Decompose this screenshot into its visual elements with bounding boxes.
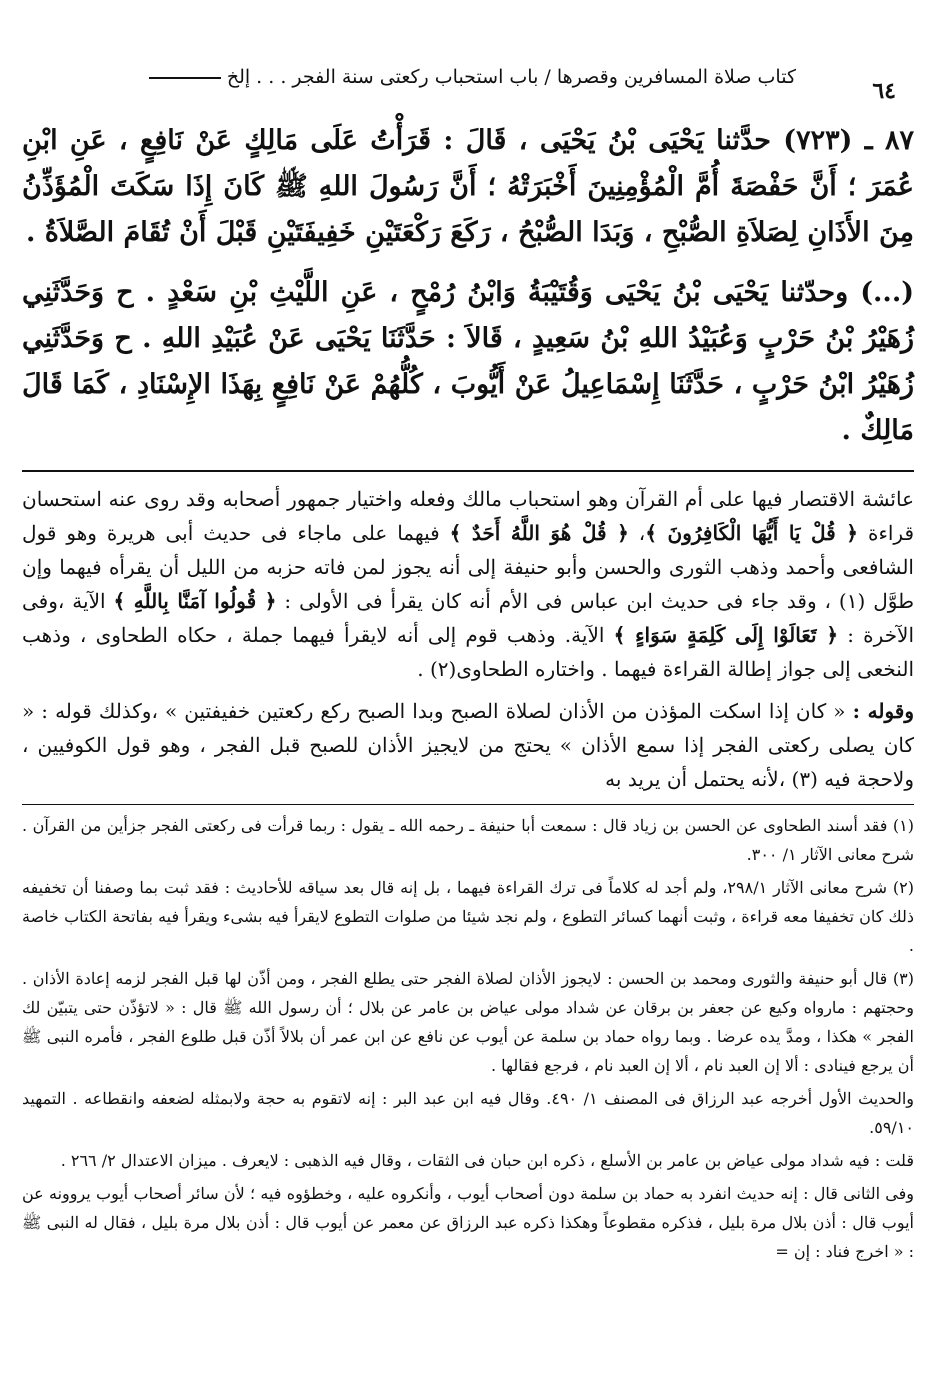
footnotes bbox=[22, 811, 914, 1266]
running-title-text: كتاب صلاة المسافرين وقصرها / باب استحباب ركعتى سنة الفجر . . . إلخ bbox=[226, 66, 796, 88]
hadith-text bbox=[22, 118, 914, 454]
commentary-text: عائشة الاقتصار فيها على أم القرآن وهو استحباب مالك وفعله واختيار جمهور أصحابه وقد روى عنه استحسان قراءة bbox=[22, 487, 915, 545]
page-number: ٦٤ bbox=[872, 78, 896, 104]
page bbox=[22, 50, 914, 1266]
quran-verse: ﴿ قُلْ هُوَ اللَّهُ أَحَدٌ ﴾ bbox=[449, 521, 629, 545]
commentary-text: الآية ،وفى الآخرة : bbox=[22, 589, 915, 647]
footnote: قلت : فيه شداد مولى عياض بن عامر بن الأسلع ، ذكره ابن حبان فى الثقات ، وقال فيه الذهبى : لايعرف . ميزان الاعتدال ٢/ ٢٦٦ . bbox=[60, 1151, 914, 1170]
separator: ، bbox=[628, 521, 646, 545]
footnote: وفى الثانى قال : إنه حديث انفرد به حماد بن سلمة دون أصحاب أيوب ، وأنكروه عليه ، وخطؤوه فيه ؛ لأن سائر أصحاب أيوب يروونه عن أيوب قال : أذن بلال مرة بليل ، فذكره مقطوعاً وهكذا ذكره عبد الرزاق عن معمر عن أيوب قال : أذن بلال مرة بليل ، فقال له النبى ﷺ : « اخرج فناد : إن = bbox=[22, 1184, 914, 1261]
commentary-lead: وقوله : bbox=[852, 699, 914, 723]
commentary-text: « كان إذا اسكت المؤذن من الأذان لصلاة الصبح وبدا الصبح ركع ركعتين خفيفتين » ،وكذلك قوله : « كان يصلى ركعتى الفجر إذا سمع الأذان » يحتج من لايجيز الأذان للصبح قبل الفجر ، وهو قول الكوفيين ، ولاحجة فيه (٣) ،لأنه يحتمل أن يريد به bbox=[22, 699, 914, 791]
hadith-paragraph: ٨٧ ـ (٧٢٣) حدَّثنا يَحْيَى بْنُ يَحْيَى ، قَالَ : قَرَأْتُ عَلَى مَالِكٍ عَنْ نَافِعٍ ، عَنِ ابْنِ عُمَرَ ؛ أَنَّ حَفْصَةَ أُمَّ الْمُؤْمِنِينَ أَخْبَرَتْهُ ؛ أَنَّ رَسُولَ اللهِ ﷺ كَانَ إِذَا سَكَتَ الْمُؤَذِّنُ مِنَ الأَذَانِ لِصَلاَةِ الصُّبْحِ ، وَبَدَا الصُّبْحُ ، رَكَعَ رَكْعَتَيْنِ خَفِيفَتَيْنِ قَبْلَ أَنْ تُقَامَ الصَّلاَةُ . bbox=[22, 125, 914, 248]
footnote: (١) فقد أسند الطحاوى عن الحسن بن زياد قال : سمعت أبا حنيفة ـ رحمه الله ـ يقول : ربما قرأت فى ركعتى الفجر جزأين من القرآن . شرح معانى الآثار ١/ ٣٠٠. bbox=[22, 816, 914, 864]
section-divider bbox=[22, 470, 914, 472]
commentary bbox=[22, 482, 914, 796]
hadith-paragraph: (...) وحدّثنا يَحْيَى بْنُ يَحْيَى وَقُتَيْبَةُ وَابْنُ رُمْحٍ ، عَنِ اللَّيْثِ بْنِ سَعْدٍ . ح وَحَدَّثَنِي زُهَيْرُ بْنُ حَرْبٍ وَعُبَيْدُ اللهِ بْنُ سَعِيدٍ ، قَالاَ : حَدَّثَنَا يَحْيَى عَنْ عُبَيْدِ اللهِ . ح وَحَدَّثَنِي زُهَيْرُ ابْنُ حَرْبٍ ، حَدَّثَنَا إِسْمَاعِيلُ عَنْ أَيُّوبَ ، كُلُّهُمْ عَنْ نَافِعٍ بِهَذَا الإِسْنَادِ ، كَمَا قَالَ مَالِكٌ . bbox=[22, 277, 914, 446]
quran-verse: ﴿ قُولُوا آمَنَّا بِاللَّهِ ﴾ bbox=[113, 589, 277, 613]
quran-verse: ﴿ تَعَالَوْا إِلَى كَلِمَةٍ سَوَاءٍ ﴾ bbox=[613, 623, 839, 647]
commentary-text: فيهما على ماجاء فى حديث أبى هريرة وهو قول الشافعى وأحمد وذهب الثورى والحسن وأبو حنيفة إلى أنه يجوز لمن فاته حزبه من الليل أن يقرأه فيهما وإن طوَّل (١) ، وقد جاء فى حديث ابن عباس فى الأم أنه كان يقرأ فى الأولى : bbox=[22, 521, 915, 613]
header-dash bbox=[149, 77, 221, 79]
footnote: (٢) شرح معانى الآثار ٢٩٨/١، ولم أجد له كلاماً فى ترك القراءة فيهما ، بل إنه قال بعد سياقه للأحاديث : فقد ثبت بما وصفنا أن تخفيفه ذلك كان تخفيفا معه قراءة ، وثبت أنهما كسائر التطوع ، ولم نجد شيئا من صلوات التطوع لايقرأ فيه بشىء ويقرأ فيه بفاتحة الكتاب خاصة . bbox=[22, 878, 914, 955]
footnote-divider bbox=[22, 804, 914, 805]
running-title bbox=[137, 66, 796, 88]
footnote: (٣) قال أبو حنيفة والثورى ومحمد بن الحسن : لايجوز الأذان لصلاة الفجر حتى يطلع الفجر ، ومن أذّن لها قبل الفجر لزمه إعادة الأذان . وحجتهم : مارواه وكيع عن جعفر بن برقان عن شداد مولى عياض بن عامر عن بلال ؛ أن رسول الله ﷺ قال : « لاتؤذّن حتى يتبيّن لك الفجر » هكذا ، ومدَّ يده عرضا . وبما رواه حماد بن سلمة عن أيوب عن نافع عن ابن عمر أن بلالاً أذّن قبل طلوع الفجر ، فأمره النبى ﷺ أن يرجع فينادى : ألا إن العبد نام ، ألا إن العبد نام ، فرجع فقالها . bbox=[22, 969, 914, 1075]
commentary-paragraph bbox=[22, 694, 914, 796]
commentary-paragraph bbox=[22, 482, 914, 686]
commentary-text: الآية. وذهب قوم إلى أنه لايقرأ فيهما جملة ، حكاه الطحاوى ، وذهب النخعى إلى جواز إطالة القراءة فيهما . واختاره الطحاوى(٢) . bbox=[22, 623, 914, 681]
quran-verse: ﴿ قُلْ يَا أَيُّهَا الْكَافِرُونَ ﴾ bbox=[645, 521, 859, 545]
footnote: والحديث الأول أخرجه عبد الرزاق فى المصنف ١/ ٤٩٠. وقال فيه ابن عبد البر : إنه لاتقوم به حجة ولابمثله لضعفه وانقطاعه . التمهيد ٥٩/١٠. bbox=[22, 1089, 915, 1137]
page-header bbox=[22, 50, 914, 104]
